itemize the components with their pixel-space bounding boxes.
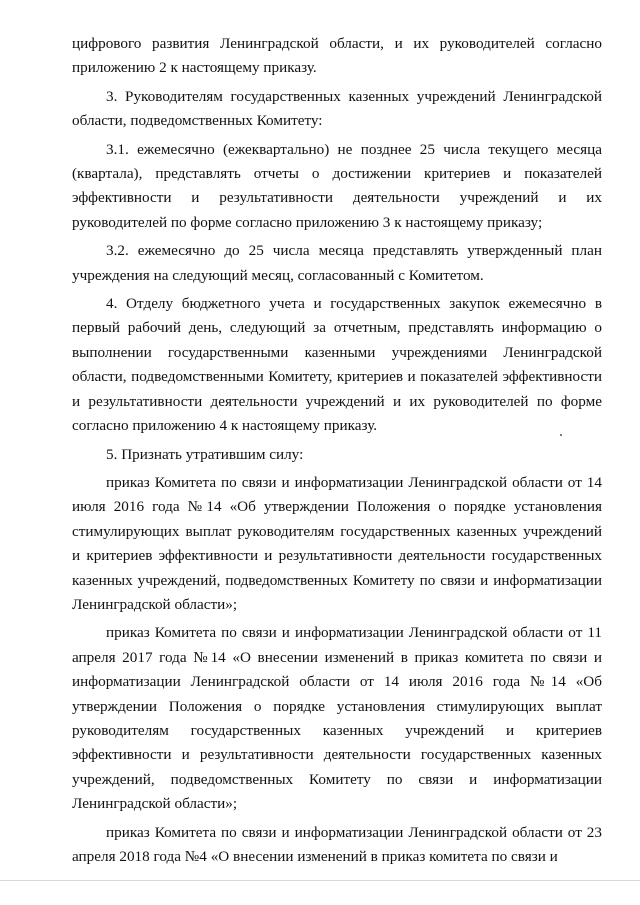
paragraph-continuation: цифрового развития Ленинградской области, и их руководителей согласно приложению 2 к настоящему приказу.: [72, 35, 602, 77]
paragraph-item-3: 3. Руководителям государственных казенных учреждений Ленинградской области, подведомственных Комитету:: [72, 87, 602, 130]
paragraph-order-2016: приказ Комитета по связи и информатизации Ленинградской области от 14 июля 2016 года №14 «Об утверждении Положения о порядке установления стимулирующих выплат руководителям государственных казенных учреждений и критериев эффективности и результативности деятельности государственных казенных учреждений, подведомственных Комитету по связи и информатизации Ленинградской области»;: [72, 473, 602, 613]
paragraph-item-4: 4. Отделу бюджетного учета и государственных закупок ежемесячно в первый рабочий день, следующий за отчетным, представлять информацию о выполнении государственными казенными учреждениями Ленинградской области, подведомственными Комитету, критериев и показателей эффективности и результативности деятельности учреждений и их руководителей по форме согласно приложению 4 к настоящему приказу.: [72, 295, 602, 435]
paragraph-order-2018: приказ Комитета по связи и информатизации Ленинградской области от 23 апреля 2018 года №4 «О внесении изменений в приказ комитета по связи и: [72, 823, 602, 865]
scan-speck: [560, 434, 562, 436]
paragraph-item-3-1: 3.1. ежемесячно (ежеквартально) не позднее 25 числа текущего месяца (квартала), представлять отчеты о достижении критериев и показателей эффективности и результативности деятельности учреждений и их руководителей по форме согласно приложению 3 к настоящему приказу;: [72, 140, 602, 231]
paragraph-order-2017: приказ Комитета по связи и информатизации Ленинградской области от 11 апреля 2017 года №14 «О внесении изменений в приказ комитета по связи и информатизации Ленинградской области от 14 июля 2016 года №14 «Об утверждении Положения о порядке установления стимулирующих выплат руководителям государственных казенных учреждений и критериев эффективности и результативности деятельности государственных казенных учреждений, подведомственных Комитету по связи и информатизации Ленинградской области»;: [72, 624, 602, 813]
paragraph-item-5: 5. Признать утратившим силу:: [106, 445, 304, 463]
paragraph-item-3-2: 3.2. ежемесячно до 25 числа месяца представлять утвержденный план учреждения на следующий месяц, согласованный с Комитетом.: [72, 242, 602, 284]
page-bottom-edge: [0, 880, 640, 881]
